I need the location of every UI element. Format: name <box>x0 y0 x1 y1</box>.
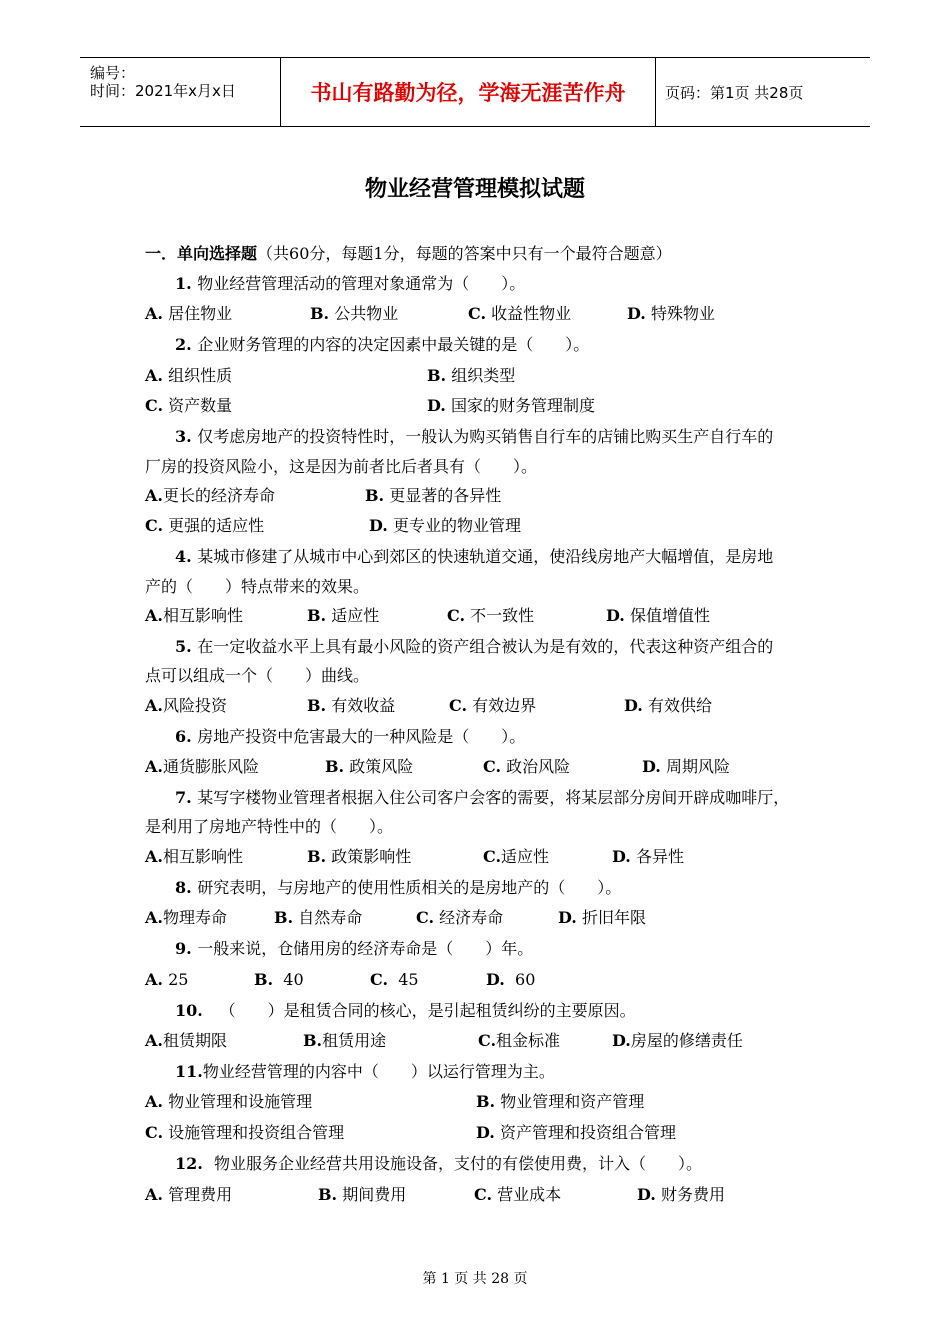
question-text: （ ）是租赁合同的核心，是引起租赁纠纷的主要原因。 <box>219 1001 636 1020</box>
option-b: B. 有效收益 <box>307 696 396 715</box>
question-text: 一般来说，仓储用房的经济寿命是（ ）年。 <box>197 939 534 958</box>
question-4: 4. 某城市修建了从城市中心到郊区的快速轨道交通，使沿线房地产大幅增值，是房地 <box>175 547 774 566</box>
option-d: D.房屋的修缮责任 <box>612 1031 743 1050</box>
option-d: D. 60 <box>486 970 536 989</box>
page-footer: 第 1 页 共 28 页 <box>422 1271 528 1287</box>
number-label: 编号： <box>90 64 136 82</box>
option-a: A.租赁期限 <box>145 1031 227 1050</box>
question-7-cont: 是利用了房地产特性中的（ ）。 <box>145 817 394 836</box>
question-3: 3. 仅考虑房地产的投资特性时，一般认为购买销售自行车的店铺比购买生产自行车的 <box>175 427 774 446</box>
header-meta <box>80 58 280 126</box>
question-2: 2. 企业财务管理的内容的决定因素中最关键的是（ ）。 <box>175 335 590 354</box>
option-a: A. 25 <box>145 970 189 989</box>
page-header <box>80 57 870 127</box>
option-a: A.通货膨胀风险 <box>145 757 259 776</box>
option-d: D. 各异性 <box>612 847 684 866</box>
option-d: D. 有效供给 <box>624 696 712 715</box>
option-c: C. 45 <box>370 970 419 989</box>
question-4-cont: 产的（ ）特点带来的效果。 <box>145 577 370 596</box>
question-text: 研究表明，与房地产的使用性质相关的是房地产的（ ）。 <box>197 878 622 897</box>
option-c: C. 经济寿命 <box>416 908 504 927</box>
section-number: 一 <box>145 244 162 263</box>
option-c: C. 不一致性 <box>447 606 535 625</box>
option-a: A.更长的经济寿命 <box>145 486 275 505</box>
question-9: 9. 一般来说，仓储用房的经济寿命是（ ）年。 <box>175 939 534 958</box>
header-page-info: 页码：第1页 共28页 <box>665 83 804 102</box>
question-5-cont: 点可以组成一个（ ）曲线。 <box>145 666 370 685</box>
option-a: A. 管理费用 <box>145 1185 233 1204</box>
option-b: B. 适应性 <box>307 606 380 625</box>
page-title: 物业经营管理模拟试题 <box>364 176 585 202</box>
time-label: 时间：2021年x月x日 <box>90 82 236 100</box>
option-c: C.适应性 <box>483 847 550 866</box>
section-heading-text: ．单向选择题 <box>161 244 258 263</box>
option-a: A.物理寿命 <box>145 908 227 927</box>
option-d: D. 资产管理和投资组合管理 <box>476 1123 676 1142</box>
option-a: A.风险投资 <box>145 696 227 715</box>
section-note: （共60分，每题1分，每题的答案中只有一个最符合题意） <box>257 244 672 263</box>
option-c: C. 有效边界 <box>449 696 537 715</box>
option-b: B. 期间费用 <box>318 1185 407 1204</box>
question-text: 企业财务管理的内容的决定因素中最关键的是（ ）。 <box>197 335 590 354</box>
option-d: D. 周期风险 <box>642 757 730 776</box>
option-c: C. 设施管理和投资组合管理 <box>145 1123 345 1142</box>
question-text: 仅考虑房地产的投资特性时，一般认为购买销售自行车的店铺比购买生产自行车的 <box>197 427 774 446</box>
section-heading <box>145 244 672 264</box>
option-c: C. 收益性物业 <box>468 304 572 323</box>
question-11: 11.物业经营管理的内容中（ ）以运行管理为主。 <box>175 1062 555 1081</box>
option-b: B. 政策风险 <box>325 757 414 776</box>
option-b: B. 物业管理和资产管理 <box>476 1092 645 1111</box>
question-text: 某写字楼物业管理者根据入住公司客户会客的需要，将某层部分房间开辟成咖啡厅， <box>197 788 790 807</box>
option-a: A.相互影响性 <box>145 847 243 866</box>
option-a: A. 居住物业 <box>145 304 233 323</box>
question-text: 在一定收益水平上具有最小风险的资产组合被认为是有效的，代表这种资产组合的 <box>197 637 774 656</box>
question-12: 12. 物业服务企业经营共用设施设备，支付的有偿使用费，计入（ ）。 <box>175 1154 702 1173</box>
option-d: D. 财务费用 <box>637 1185 725 1204</box>
option-a: A. 物业管理和设施管理 <box>145 1092 313 1111</box>
option-a: A.相互影响性 <box>145 606 243 625</box>
question-1: 1. 物业经营管理活动的管理对象通常为（ ）。 <box>175 274 526 293</box>
option-d: D. 保值增值性 <box>606 606 710 625</box>
option-d: D. 更专业的物业管理 <box>369 516 521 535</box>
question-text: 物业服务企业经营共用设施设备，支付的有偿使用费，计入（ ）。 <box>213 1154 702 1173</box>
option-c: C.租金标准 <box>478 1031 561 1050</box>
question-text: 某城市修建了从城市中心到郊区的快速轨道交通，使沿线房地产大幅增值，是房地 <box>197 547 774 566</box>
question-7: 7. 某写字楼物业管理者根据入住公司客户会客的需要，将某层部分房间开辟成咖啡厅， <box>175 788 790 807</box>
option-c: C. 政治风险 <box>483 757 571 776</box>
option-d: D. 特殊物业 <box>627 304 715 323</box>
header-motto: 书山有路勤为径，学海无涯苦作舟 <box>280 58 656 126</box>
option-b: B. 公共物业 <box>310 304 399 323</box>
question-10: 10. （ ）是租赁合同的核心，是引起租赁纠纷的主要原因。 <box>175 1001 636 1020</box>
option-a: A. 组织性质 <box>145 366 233 385</box>
question-text: 物业经营管理活动的管理对象通常为（ ）。 <box>197 274 526 293</box>
question-text: 房地产投资中危害最大的一种风险是（ ）。 <box>197 727 526 746</box>
option-b: B. 40 <box>254 970 304 989</box>
option-b: B. 政策影响性 <box>307 847 412 866</box>
option-b: B. 自然寿命 <box>274 908 363 927</box>
option-b: B. 组织类型 <box>427 366 516 385</box>
question-text: 物业经营管理的内容中（ ）以运行管理为主。 <box>202 1062 555 1081</box>
question-5: 5. 在一定收益水平上具有最小风险的资产组合被认为是有效的，代表这种资产组合的 <box>175 637 774 656</box>
question-8: 8. 研究表明，与房地产的使用性质相关的是房地产的（ ）。 <box>175 878 622 897</box>
option-c: C. 更强的适应性 <box>145 516 265 535</box>
question-6: 6. 房地产投资中危害最大的一种风险是（ ）。 <box>175 727 526 746</box>
option-b: B.租赁用途 <box>303 1031 387 1050</box>
option-c: C. 营业成本 <box>474 1185 562 1204</box>
question-3-cont: 厂房的投资风险小，这是因为前者比后者具有（ ）。 <box>145 457 538 476</box>
option-d: D. 折旧年限 <box>558 908 646 927</box>
option-d: D. 国家的财务管理制度 <box>427 396 595 415</box>
option-b: B. 更显著的各异性 <box>365 486 502 505</box>
option-c: C. 资产数量 <box>145 396 233 415</box>
